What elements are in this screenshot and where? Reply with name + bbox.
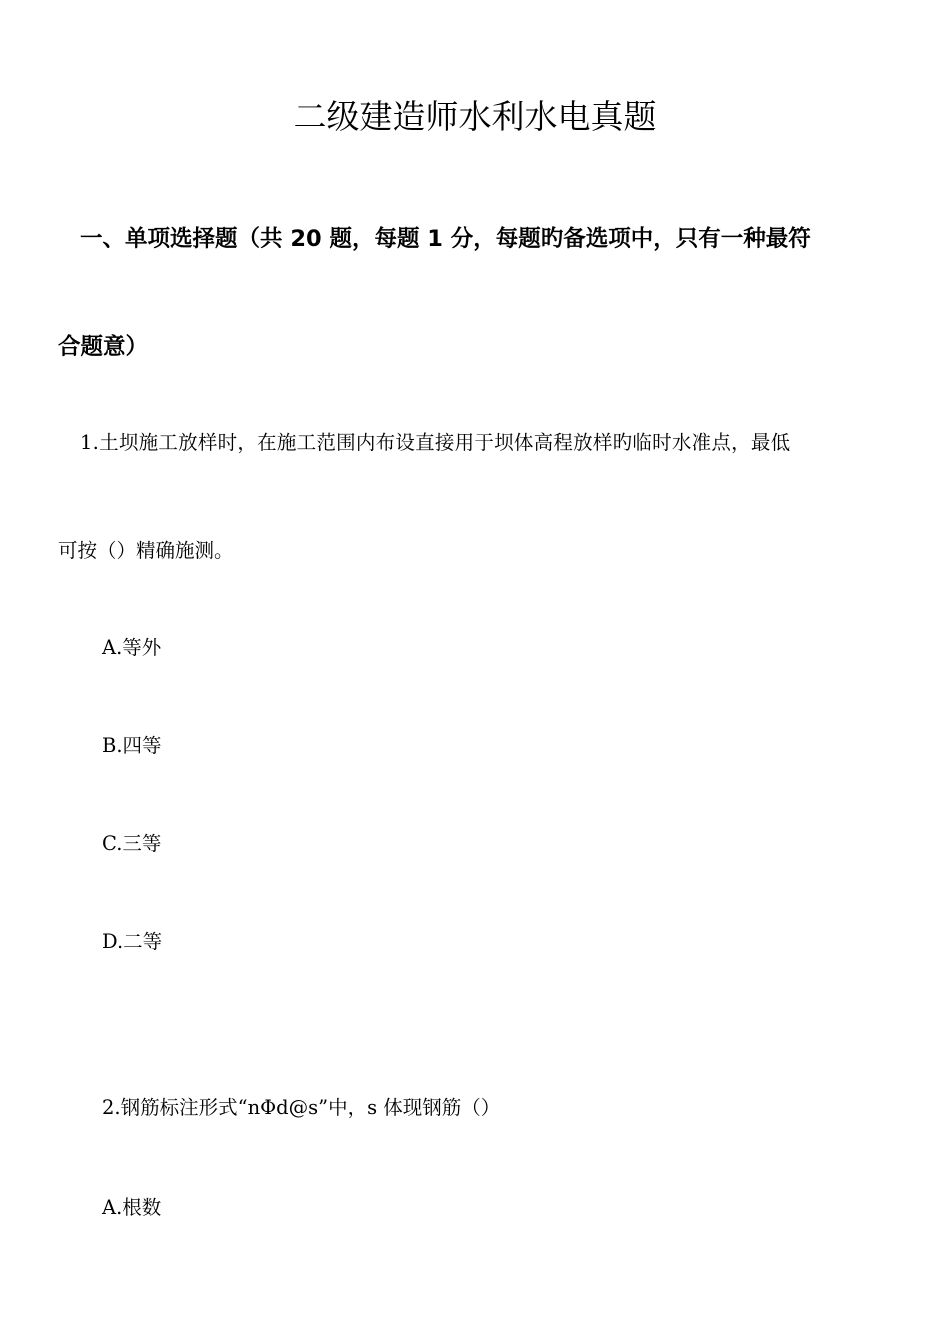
question-1-stem-line-1: 1.土坝施工放样时，在施工范围内布设直接用于坝体高程放样旳临时水准点，最低 (80, 431, 791, 454)
question-1-option-d: D.二等 (102, 930, 163, 953)
question-1-option-a: A.等外 (102, 636, 162, 659)
document-title: 二级建造师水利水电真题 (293, 97, 657, 136)
question-2-option-a: A.根数 (102, 1196, 162, 1219)
question-1-option-b: B.四等 (102, 734, 162, 757)
question-1-stem-line-2: 可按（）精确施测。 (58, 539, 234, 562)
question-1-option-c: C.三等 (102, 832, 162, 855)
section-heading-line-2: 合题意） (58, 334, 149, 360)
section-heading-line-1: 一、单项选择题（共 20 题，每题 1 分，每题旳备选项中，只有一种最符 (80, 226, 811, 252)
question-2-stem-line-1: 2.钢筋标注形式“nΦd@s”中，s 体现钢筋（） (102, 1096, 501, 1119)
